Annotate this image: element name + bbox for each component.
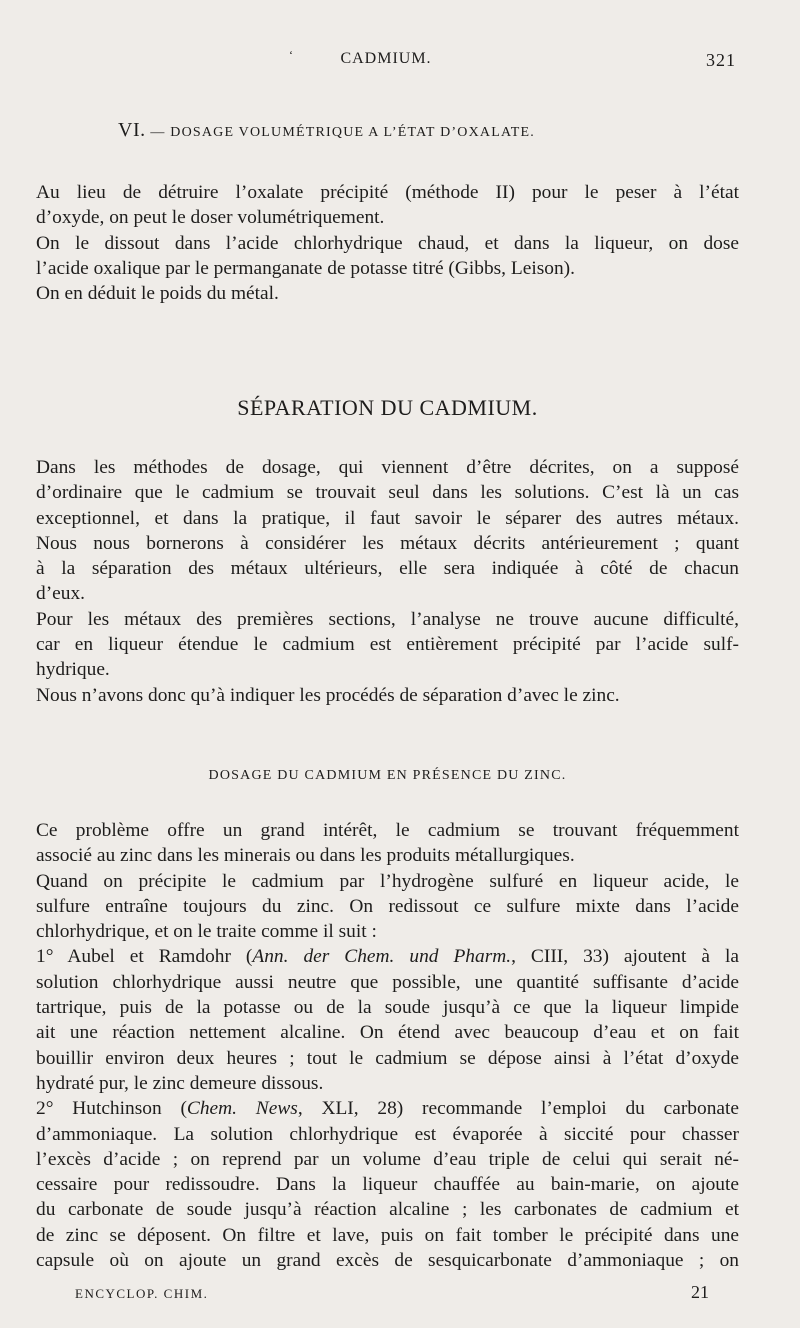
text-line: capsule où on ajoute un grand excès de sesquicarbonate d’ammoniaque ; on: [36, 1250, 739, 1272]
text-line: solution chlorhydrique aussi neutre que possible, une quantité suffisante d’acide: [36, 971, 739, 993]
text-line: car en liqueur étendue le cadmium est entièrement précipité par l’acide sulf-: [36, 634, 739, 656]
running-head: [36, 50, 736, 76]
hutchinson-prefix: 2° Hutchinson (: [36, 1098, 187, 1120]
text-line: de zinc se déposent. On filtre et lave, puis on fait tomber le précipité dans une: [36, 1224, 739, 1246]
section-vi-title: [118, 119, 718, 142]
dosage-zinc-body: [36, 818, 739, 1273]
text-line: Nous nous bornerons à considérer les métaux décrits antérieurement ; quant: [36, 532, 739, 554]
text-line: d’eux.: [36, 583, 85, 605]
text-line: sulfure entraîne toujours du zinc. On redissout ce sulfure mixte dans l’acide: [36, 895, 739, 917]
text-line: On en déduit le poids du métal.: [36, 283, 279, 305]
aubel-line: [36, 944, 739, 969]
separation-heading: SÉPARATION DU CADMIUM.: [237, 395, 538, 420]
text-line: bouillir environ deux heures ; tout le cadmium se dépose ainsi à l’état d’oxyde: [36, 1047, 739, 1069]
dosage-zinc-heading: DOSAGE DU CADMIUM EN PRÉSENCE DU ZINC.: [208, 768, 567, 783]
text-line: tartrique, puis de la potasse ou de la soude jusqu’à ce que la liqueur limpide: [36, 997, 739, 1019]
section-vi-body: [36, 180, 739, 306]
text-line: On le dissout dans l’acide chlorhydrique chaud, et dans la liqueur, on dose: [36, 232, 739, 254]
text-line: Pour les métaux des premières sections, l’analyse ne trouve aucune difficulté,: [36, 608, 739, 630]
section-heading: — DOSAGE VOLUMÉTRIQUE A L’ÉTAT D’OXALATE.: [150, 125, 535, 140]
aubel-prefix: 1° Aubel et Ramdohr (: [36, 946, 253, 968]
running-title: CADMIUM.: [340, 50, 432, 67]
text-line: Ce problème offre un grand intérêt, le cadmium se trouvant fréquemment: [36, 820, 739, 841]
text-line: l’excès d’acide ; on reprend par un volume d’eau triple de celui qui serait né-: [36, 1148, 739, 1170]
text-line: Nous n’avons donc qu’à indiquer les procédés de séparation d’avec le zinc.: [36, 684, 620, 706]
separation-body: [36, 455, 739, 708]
hutchinson-line: [36, 1096, 739, 1121]
text-line: l’acide oxalique par le permanganate de potasse titré (Gibbs, Leison).: [36, 257, 575, 279]
text-line: chlorhydrique, et on le traite comme il suit :: [36, 921, 377, 943]
text-line: d’ordinaire que le cadmium se trouvait seul dans les solutions. C’est là un cas: [36, 482, 739, 504]
text-line: hydrique.: [36, 659, 110, 681]
aubel-suffix: , CIII, 33) ajoutent à la: [511, 946, 739, 968]
text-line: à la séparation des métaux ultérieurs, elle sera indiquée à côté de chacun: [36, 558, 739, 580]
footer-title: ENCYCLOP. CHIM.: [75, 1286, 209, 1301]
text-line: Au lieu de détruire l’oxalate précipité (méthode II) pour le peser à l’état: [36, 182, 739, 203]
aubel-reference: Ann. der Chem. und Pharm.: [252, 946, 512, 968]
signature-mark: 21: [691, 1282, 709, 1302]
text-line: d’oxyde, on peut le doser volumétriquement.: [36, 207, 385, 229]
text-line: Dans les méthodes de dosage, qui viennent d’être décrites, on a supposé: [36, 457, 739, 478]
section-number: VI.: [118, 119, 146, 141]
text-line: d’ammoniaque. La solution chlorhydrique est évaporée à siccité pour chasser: [36, 1123, 739, 1145]
page-footer: [75, 1282, 709, 1306]
hutchinson-reference: Chem. News: [186, 1098, 298, 1120]
text-line: associé au zinc dans les minerais ou dans les produits métallurgiques.: [36, 845, 575, 867]
text-line: ait une réaction nettement alcaline. On étend avec beaucoup d’eau et on fait: [36, 1022, 739, 1044]
text-line: exceptionnel, et dans la pratique, il faut savoir le séparer des autres métaux.: [36, 507, 739, 529]
header-mark: ‘: [289, 48, 294, 62]
text-line: Quand on précipite le cadmium par l’hydrogène sulfuré en liqueur acide, le: [36, 870, 739, 892]
page-number: 321: [706, 50, 736, 70]
hutchinson-suffix: , XLI, 28) recommande l’emploi du carbonate: [297, 1098, 739, 1120]
text-line: hydraté pur, le zinc demeure dissous.: [36, 1072, 324, 1094]
text-line: du carbonate de soude jusqu’à réaction alcaline ; les carbonates de cadmium et: [36, 1199, 739, 1221]
text-line: cessaire pour redissoudre. Dans la liqueur chauffée au bain-marie, on ajoute: [36, 1174, 739, 1196]
